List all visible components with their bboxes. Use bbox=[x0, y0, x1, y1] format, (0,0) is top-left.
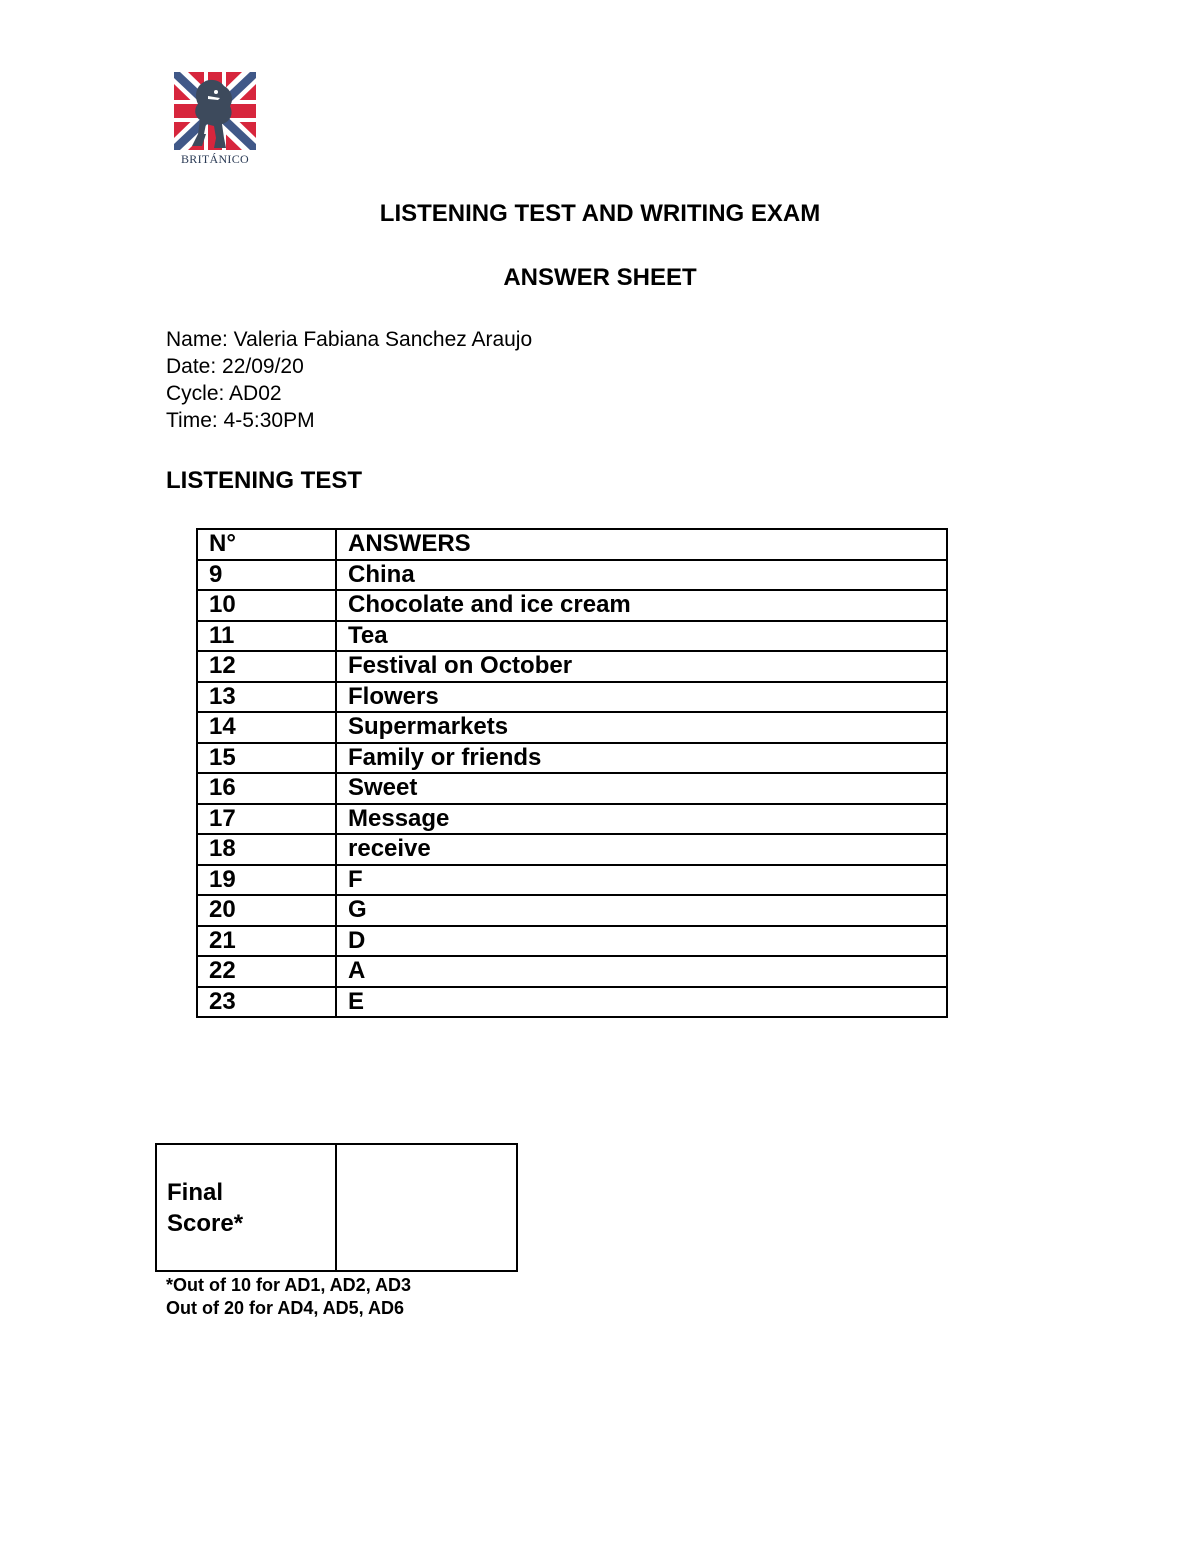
britanico-logo bbox=[174, 72, 256, 170]
answer-cell: Flowers bbox=[336, 682, 947, 713]
question-number: 14 bbox=[197, 712, 336, 743]
final-score-label bbox=[156, 1144, 336, 1271]
table-row bbox=[197, 590, 947, 621]
question-number: 18 bbox=[197, 834, 336, 865]
table-row bbox=[197, 682, 947, 713]
table-row bbox=[197, 773, 947, 804]
table-row bbox=[197, 895, 947, 926]
question-number: 13 bbox=[197, 682, 336, 713]
answer-cell: Tea bbox=[336, 621, 947, 652]
exam-cycle: Cycle: AD02 bbox=[166, 382, 282, 405]
question-number: 10 bbox=[197, 590, 336, 621]
question-number: 12 bbox=[197, 651, 336, 682]
student-name: Name: Valeria Fabiana Sanchez Araujo bbox=[166, 328, 533, 351]
answer-cell: A bbox=[336, 956, 947, 987]
page-subtitle: ANSWER SHEET bbox=[503, 264, 697, 291]
table-row bbox=[197, 712, 947, 743]
answer-cell: G bbox=[336, 895, 947, 926]
table-row bbox=[197, 743, 947, 774]
column-header-number: N° bbox=[197, 529, 336, 560]
logo-text: BRITÁNICO bbox=[180, 152, 250, 166]
student-info bbox=[166, 326, 532, 434]
exam-date: Date: 22/09/20 bbox=[166, 355, 304, 378]
question-number: 15 bbox=[197, 743, 336, 774]
question-number: 20 bbox=[197, 895, 336, 926]
answers-table-body bbox=[197, 560, 947, 1018]
table-row bbox=[197, 621, 947, 652]
answer-cell: Family or friends bbox=[336, 743, 947, 774]
answer-cell: Message bbox=[336, 804, 947, 835]
table-row bbox=[197, 804, 947, 835]
union-jack-lion-emblem bbox=[174, 72, 256, 150]
table-row bbox=[197, 926, 947, 957]
answer-cell: F bbox=[336, 865, 947, 896]
table-row bbox=[197, 956, 947, 987]
question-number: 9 bbox=[197, 560, 336, 591]
final-score-box bbox=[155, 1143, 518, 1272]
listening-test-heading: LISTENING TEST bbox=[166, 467, 363, 494]
table-row bbox=[197, 865, 947, 896]
answer-cell: receive bbox=[336, 834, 947, 865]
column-header-answers: ANSWERS bbox=[336, 529, 947, 560]
question-number: 17 bbox=[197, 804, 336, 835]
final-score-label-line1: Final bbox=[167, 1178, 224, 1206]
answer-cell: D bbox=[336, 926, 947, 957]
final-score-label-line2: Score* bbox=[167, 1209, 244, 1237]
score-footnote bbox=[166, 1274, 411, 1320]
answers-table bbox=[196, 528, 948, 1018]
exam-time: Time: 4-5:30PM bbox=[166, 409, 315, 432]
final-score-value bbox=[336, 1144, 517, 1271]
table-row bbox=[197, 987, 947, 1018]
page-title: LISTENING TEST AND WRITING EXAM bbox=[379, 200, 821, 227]
answer-cell: E bbox=[336, 987, 947, 1018]
question-number: 19 bbox=[197, 865, 336, 896]
footnote-line-1: *Out of 10 for AD1, AD2, AD3 bbox=[166, 1275, 412, 1295]
answer-cell: Supermarkets bbox=[336, 712, 947, 743]
question-number: 23 bbox=[197, 987, 336, 1018]
table-header-row bbox=[197, 529, 947, 560]
table-row bbox=[197, 834, 947, 865]
answer-cell: Chocolate and ice cream bbox=[336, 590, 947, 621]
question-number: 11 bbox=[197, 621, 336, 652]
table-row bbox=[197, 651, 947, 682]
answer-cell: Sweet bbox=[336, 773, 947, 804]
question-number: 21 bbox=[197, 926, 336, 957]
answer-cell: Festival on October bbox=[336, 651, 947, 682]
answer-cell: China bbox=[336, 560, 947, 591]
footnote-line-2: Out of 20 for AD4, AD5, AD6 bbox=[166, 1298, 405, 1318]
question-number: 22 bbox=[197, 956, 336, 987]
table-row bbox=[197, 560, 947, 591]
question-number: 16 bbox=[197, 773, 336, 804]
